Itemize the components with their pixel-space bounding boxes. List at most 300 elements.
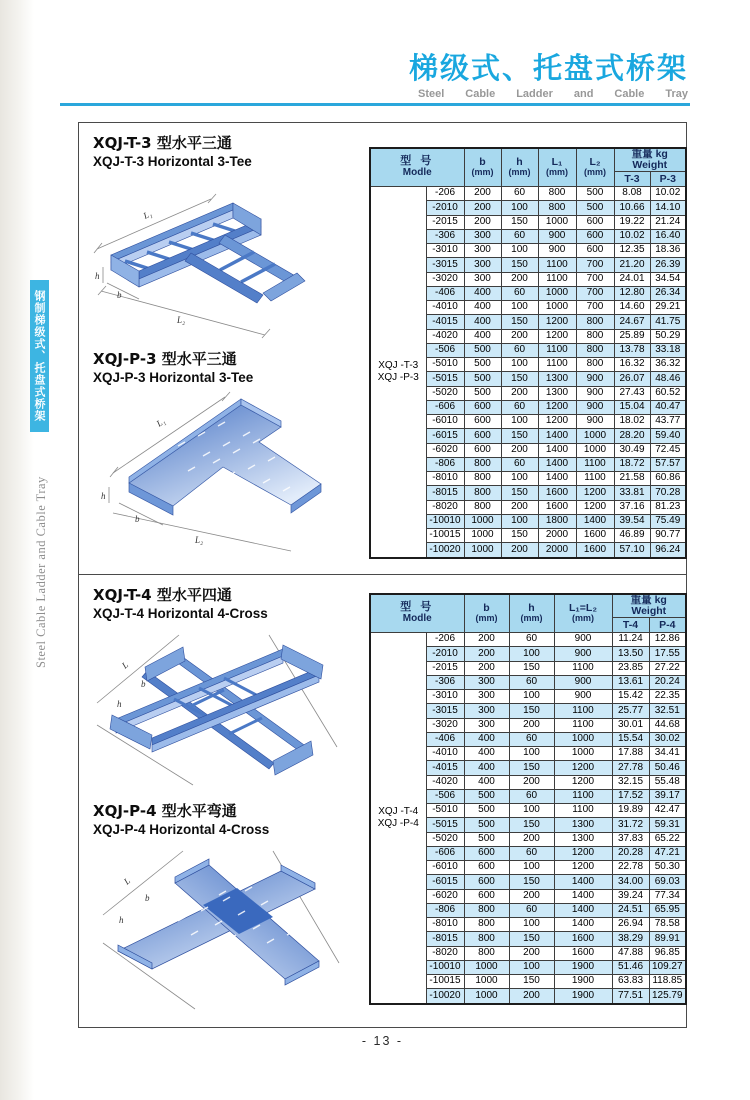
value-cell: 1100 <box>554 661 612 675</box>
value-cell: 60 <box>509 903 554 917</box>
value-cell: 65.95 <box>649 903 686 917</box>
model-header-en: Modle <box>402 167 432 179</box>
value-cell: 60 <box>509 633 554 647</box>
sidebar-tab-cn: 钢制梯级式、托盘式桥架 <box>30 280 49 432</box>
value-cell: 60 <box>509 789 554 803</box>
value-cell: 400 <box>464 775 509 789</box>
value-cell: 77.34 <box>649 889 686 903</box>
value-cell: 800 <box>576 329 614 343</box>
value-cell: 300 <box>464 690 509 704</box>
dim-label-l1: L₁ <box>154 415 167 429</box>
value-cell: 15.42 <box>612 690 649 704</box>
value-cell: 29.21 <box>650 301 686 315</box>
value-cell: 89.91 <box>649 932 686 946</box>
value-cell: 44.68 <box>649 718 686 732</box>
value-cell: 1000 <box>464 975 509 989</box>
value-cell: 100 <box>509 690 554 704</box>
value-cell: 40.47 <box>650 400 686 414</box>
model-suffix-cell: -6020 <box>426 889 464 903</box>
value-cell: 39.24 <box>612 889 649 903</box>
value-cell: 90.77 <box>650 529 686 543</box>
column-label: L₁=L₂ <box>569 602 597 615</box>
model-suffix-cell: -10020 <box>426 989 464 1004</box>
value-cell: 51.46 <box>612 960 649 974</box>
value-cell: 1100 <box>538 343 576 357</box>
value-cell: 26.07 <box>614 372 650 386</box>
value-cell: 1800 <box>538 514 576 528</box>
model-suffix-cell: -3020 <box>426 718 464 732</box>
model-suffix-cell: -6015 <box>426 875 464 889</box>
value-cell: 400 <box>464 732 509 746</box>
value-cell: 150 <box>501 372 538 386</box>
value-cell: 200 <box>509 889 554 903</box>
spec-table-container-4cross <box>369 593 687 1005</box>
value-cell: 1200 <box>554 761 612 775</box>
column-label: h <box>528 602 535 615</box>
value-cell: 500 <box>576 187 614 201</box>
value-cell: 1000 <box>538 301 576 315</box>
value-cell: 300 <box>464 704 509 718</box>
model-suffix-cell: -6010 <box>426 415 464 429</box>
value-cell: 1000 <box>554 732 612 746</box>
value-cell: 13.61 <box>612 675 649 689</box>
value-cell: 900 <box>576 400 614 414</box>
value-cell: 1100 <box>538 258 576 272</box>
value-cell: 10.02 <box>650 187 686 201</box>
model-suffix-cell: -4010 <box>426 301 464 315</box>
column-label: b <box>479 156 486 169</box>
table-row <box>370 633 686 647</box>
value-cell: 10.66 <box>614 201 650 215</box>
value-cell: 1300 <box>554 832 612 846</box>
value-cell: 33.18 <box>650 343 686 357</box>
value-cell: 72.45 <box>650 443 686 457</box>
value-cell: 17.52 <box>612 789 649 803</box>
value-cell: 900 <box>576 372 614 386</box>
value-cell: 22.78 <box>612 861 649 875</box>
value-cell: 1900 <box>554 975 612 989</box>
value-cell: 200 <box>501 272 538 286</box>
value-cell: 900 <box>538 244 576 258</box>
ladder-cross-drawing <box>110 645 323 775</box>
weight-subcolumn: P-4 <box>649 618 686 633</box>
value-cell: 200 <box>464 661 509 675</box>
value-cell: 37.16 <box>614 500 650 514</box>
value-cell: 200 <box>501 386 538 400</box>
ladder-tee-drawing <box>111 203 305 303</box>
value-cell: 400 <box>464 747 509 761</box>
value-cell: 500 <box>464 358 501 372</box>
sidebar-label-en: Steel Cable Ladder and Cable Tray <box>34 476 48 668</box>
value-cell: 1200 <box>554 846 612 860</box>
value-cell: 37.83 <box>612 832 649 846</box>
diagram-tray-4cross <box>83 843 353 1019</box>
value-cell: 57.10 <box>614 543 650 558</box>
model-suffix-cell: -10020 <box>426 543 464 558</box>
value-cell: 50.29 <box>650 329 686 343</box>
value-cell: 12.35 <box>614 244 650 258</box>
value-cell: 15.54 <box>612 732 649 746</box>
value-cell: 150 <box>501 315 538 329</box>
model-suffix-cell: -2015 <box>426 661 464 675</box>
value-cell: 12.86 <box>649 633 686 647</box>
model-suffix-cell: -2015 <box>426 215 464 229</box>
value-cell: 1100 <box>538 272 576 286</box>
dim-label-l: L <box>121 875 133 887</box>
value-cell: 1400 <box>554 918 612 932</box>
value-cell: 96.24 <box>650 543 686 558</box>
column-header <box>554 594 612 633</box>
model-suffix-cell: -6010 <box>426 861 464 875</box>
dim-label-h: h <box>101 491 106 501</box>
model-suffix-cell: -6015 <box>426 429 464 443</box>
model-header-cn: 型 号 <box>400 155 435 168</box>
value-cell: 200 <box>464 633 509 647</box>
value-cell: 118.85 <box>649 975 686 989</box>
value-cell: 24.01 <box>614 272 650 286</box>
value-cell: 70.28 <box>650 486 686 500</box>
value-cell: 900 <box>554 690 612 704</box>
column-unit: (mm) <box>584 167 606 178</box>
value-cell: 1200 <box>538 415 576 429</box>
model-suffix-cell: -5010 <box>426 804 464 818</box>
value-cell: 1100 <box>576 472 614 486</box>
value-cell: 500 <box>464 804 509 818</box>
tray-tee-drawing <box>129 399 321 515</box>
value-cell: 200 <box>501 543 538 558</box>
value-cell: 800 <box>538 201 576 215</box>
model-name: XQJ -T-3 <box>378 359 419 371</box>
model-suffix-cell: -5020 <box>426 386 464 400</box>
value-cell: 1600 <box>538 500 576 514</box>
value-cell: 1900 <box>554 960 612 974</box>
value-cell: 46.89 <box>614 529 650 543</box>
value-cell: 1000 <box>576 429 614 443</box>
value-cell: 400 <box>464 301 501 315</box>
value-cell: 600 <box>464 875 509 889</box>
spec-table <box>369 147 687 559</box>
value-cell: 21.58 <box>614 472 650 486</box>
model-suffix-cell: -2010 <box>426 647 464 661</box>
value-cell: 800 <box>464 918 509 932</box>
model-suffix-cell: -806 <box>426 903 464 917</box>
model-suffix-cell: -206 <box>426 187 464 201</box>
value-cell: 100 <box>501 244 538 258</box>
value-cell: 41.75 <box>650 315 686 329</box>
value-cell: 800 <box>464 946 509 960</box>
value-cell: 800 <box>464 500 501 514</box>
diagram-tray-3tee <box>83 391 353 567</box>
value-cell: 100 <box>509 960 554 974</box>
value-cell: 16.32 <box>614 358 650 372</box>
value-cell: 26.94 <box>612 918 649 932</box>
value-cell: 1400 <box>538 429 576 443</box>
value-cell: 200 <box>501 500 538 514</box>
value-cell: 200 <box>501 329 538 343</box>
value-cell: 150 <box>509 661 554 675</box>
value-cell: 100 <box>509 747 554 761</box>
value-cell: 31.72 <box>612 818 649 832</box>
diagram-ladder-4cross <box>83 629 353 793</box>
weight-subcolumn: T-4 <box>612 618 649 633</box>
value-cell: 28.20 <box>614 429 650 443</box>
value-cell: 200 <box>509 775 554 789</box>
model-suffix-cell: -4010 <box>426 747 464 761</box>
product-title-cn: XQJ-P-3 型水平三通 <box>93 350 237 368</box>
value-cell: 1000 <box>464 529 501 543</box>
column-header <box>538 148 576 187</box>
model-suffix-cell: -5015 <box>426 372 464 386</box>
value-cell: 39.17 <box>649 789 686 803</box>
value-cell: 18.36 <box>650 244 686 258</box>
value-cell: 60 <box>509 675 554 689</box>
value-cell: 33.81 <box>614 486 650 500</box>
dim-label-l2: L₂ <box>195 535 204 545</box>
product-title-en: XQJ-P-4 Horizontal 4-Cross <box>93 822 270 838</box>
spec-table-container-3tee <box>369 147 687 559</box>
column-header <box>576 148 614 187</box>
value-cell: 600 <box>464 861 509 875</box>
value-cell: 1200 <box>538 400 576 414</box>
value-cell: 1400 <box>538 457 576 471</box>
subtitle-word: Tray <box>665 88 688 100</box>
model-name: XQJ -P-3 <box>377 372 419 384</box>
model-header <box>370 594 464 633</box>
product-title-en: XQJ-T-4 Horizontal 4-Cross <box>93 606 268 622</box>
value-cell: 600 <box>576 215 614 229</box>
value-cell: 47.88 <box>612 946 649 960</box>
value-cell: 1600 <box>538 486 576 500</box>
value-cell: 2000 <box>538 529 576 543</box>
value-cell: 800 <box>464 486 501 500</box>
model-name: XQJ -P-4 <box>377 818 419 830</box>
model-suffix-cell: -5010 <box>426 358 464 372</box>
value-cell: 63.83 <box>612 975 649 989</box>
value-cell: 200 <box>501 443 538 457</box>
value-cell: 150 <box>501 529 538 543</box>
value-cell: 150 <box>509 975 554 989</box>
model-suffix-cell: -606 <box>426 846 464 860</box>
value-cell: 150 <box>509 704 554 718</box>
value-cell: 20.24 <box>649 675 686 689</box>
value-cell: 400 <box>464 329 501 343</box>
dim-label-b: b <box>117 290 122 300</box>
value-cell: 100 <box>501 201 538 215</box>
value-cell: 30.02 <box>649 732 686 746</box>
value-cell: 1200 <box>576 486 614 500</box>
subtitle-word: and <box>573 88 594 100</box>
tray-cross-drawing <box>118 859 319 985</box>
subtitle-word: Cable <box>465 88 496 100</box>
value-cell: 125.79 <box>649 989 686 1004</box>
page-number: - 13 - <box>361 1034 404 1048</box>
value-cell: 59.40 <box>650 429 686 443</box>
column-header <box>464 148 501 187</box>
value-cell: 100 <box>501 301 538 315</box>
value-cell: 60 <box>509 732 554 746</box>
model-suffix-cell: -4020 <box>426 329 464 343</box>
value-cell: 59.31 <box>649 818 686 832</box>
value-cell: 500 <box>464 343 501 357</box>
value-cell: 1400 <box>576 514 614 528</box>
model-name-cell <box>370 633 426 1004</box>
value-cell: 700 <box>576 301 614 315</box>
value-cell: 150 <box>501 215 538 229</box>
value-cell: 1600 <box>554 932 612 946</box>
value-cell: 81.23 <box>650 500 686 514</box>
value-cell: 60 <box>501 286 538 300</box>
value-cell: 1200 <box>538 329 576 343</box>
value-cell: 500 <box>576 201 614 215</box>
value-cell: 1100 <box>538 358 576 372</box>
value-cell: 100 <box>509 804 554 818</box>
value-cell: 26.34 <box>650 286 686 300</box>
weight-header: 重量 kg Weight <box>612 594 686 618</box>
value-cell: 700 <box>576 258 614 272</box>
value-cell: 22.35 <box>649 690 686 704</box>
value-cell: 1900 <box>554 989 612 1004</box>
column-label: h <box>516 156 523 169</box>
value-cell: 600 <box>464 846 509 860</box>
model-suffix-cell: -306 <box>426 229 464 243</box>
page-title: 梯级式、托盘式桥架 <box>408 51 688 85</box>
value-cell: 60.86 <box>650 472 686 486</box>
model-header-en: Modle <box>402 613 432 625</box>
value-cell: 1200 <box>576 500 614 514</box>
value-cell: 100 <box>501 472 538 486</box>
model-suffix-cell: -5015 <box>426 818 464 832</box>
value-cell: 1000 <box>464 989 509 1004</box>
value-cell: 24.51 <box>612 903 649 917</box>
value-cell: 18.02 <box>614 415 650 429</box>
value-cell: 1000 <box>554 747 612 761</box>
model-suffix-cell: -3010 <box>426 690 464 704</box>
model-suffix-cell: -10010 <box>426 960 464 974</box>
value-cell: 1400 <box>554 903 612 917</box>
product-title-en: XQJ-T-3 Horizontal 3-Tee <box>93 154 252 170</box>
product-title-en: XQJ-P-3 Horizontal 3-Tee <box>93 370 254 386</box>
model-suffix-cell: -3010 <box>426 244 464 258</box>
subtitle-word: Cable <box>614 88 645 100</box>
value-cell: 17.55 <box>649 647 686 661</box>
value-cell: 200 <box>509 989 554 1004</box>
section-horizontal-3tee <box>79 123 686 574</box>
value-cell: 60 <box>501 343 538 357</box>
value-cell: 57.57 <box>650 457 686 471</box>
dim-label-b: b <box>145 893 150 903</box>
value-cell: 800 <box>576 315 614 329</box>
value-cell: 300 <box>464 718 509 732</box>
value-cell: 75.49 <box>650 514 686 528</box>
model-suffix-cell: -4015 <box>426 315 464 329</box>
value-cell: 1100 <box>554 704 612 718</box>
value-cell: 1000 <box>464 960 509 974</box>
value-cell: 1200 <box>554 775 612 789</box>
value-cell: 100 <box>501 358 538 372</box>
value-cell: 34.00 <box>612 875 649 889</box>
value-cell: 600 <box>576 244 614 258</box>
value-cell: 1400 <box>538 472 576 486</box>
value-cell: 800 <box>464 457 501 471</box>
model-name-cell <box>370 187 426 558</box>
value-cell: 34.41 <box>649 747 686 761</box>
value-cell: 25.89 <box>614 329 650 343</box>
value-cell: 1600 <box>554 946 612 960</box>
model-suffix-cell: -8015 <box>426 486 464 500</box>
model-suffix-cell: -406 <box>426 286 464 300</box>
model-suffix-cell: -3015 <box>426 258 464 272</box>
model-header-cn: 型 号 <box>400 601 435 614</box>
model-suffix-cell: -2010 <box>426 201 464 215</box>
value-cell: 16.40 <box>650 229 686 243</box>
value-cell: 96.85 <box>649 946 686 960</box>
model-suffix-cell: -10010 <box>426 514 464 528</box>
value-cell: 1000 <box>464 514 501 528</box>
value-cell: 13.78 <box>614 343 650 357</box>
value-cell: 60.52 <box>650 386 686 400</box>
column-header <box>464 594 509 633</box>
weight-subcolumn: T-3 <box>614 172 650 187</box>
column-unit: (mm) <box>475 613 498 624</box>
dim-label-b: b <box>141 679 146 689</box>
dim-label-l: L <box>119 659 131 671</box>
value-cell: 1400 <box>554 889 612 903</box>
value-cell: 300 <box>464 244 501 258</box>
value-cell: 600 <box>464 415 501 429</box>
value-cell: 8.08 <box>614 187 650 201</box>
value-cell: 800 <box>576 358 614 372</box>
value-cell: 800 <box>464 472 501 486</box>
column-label: L₂ <box>589 156 601 169</box>
value-cell: 21.24 <box>650 215 686 229</box>
subtitle-word: Steel <box>418 88 445 100</box>
value-cell: 1400 <box>554 875 612 889</box>
value-cell: 2000 <box>538 543 576 558</box>
value-cell: 300 <box>464 258 501 272</box>
value-cell: 69.03 <box>649 875 686 889</box>
value-cell: 30.49 <box>614 443 650 457</box>
value-cell: 500 <box>464 372 501 386</box>
value-cell: 150 <box>501 486 538 500</box>
product-title-cn: XQJ-P-4 型水平弯通 <box>93 802 237 820</box>
value-cell: 100 <box>509 647 554 661</box>
spec-table <box>369 593 687 1005</box>
value-cell: 200 <box>509 718 554 732</box>
value-cell: 1100 <box>576 457 614 471</box>
value-cell: 100 <box>509 861 554 875</box>
value-cell: 800 <box>464 903 509 917</box>
value-cell: 600 <box>464 429 501 443</box>
model-suffix-cell: -506 <box>426 343 464 357</box>
value-cell: 500 <box>464 832 509 846</box>
value-cell: 900 <box>576 415 614 429</box>
value-cell: 14.60 <box>614 301 650 315</box>
value-cell: 60 <box>501 187 538 201</box>
product-title-xqj-p-4 <box>93 801 269 839</box>
model-suffix-cell: -3015 <box>426 704 464 718</box>
subtitle-word: Ladder <box>516 88 553 100</box>
value-cell: 55.48 <box>649 775 686 789</box>
value-cell: 27.22 <box>649 661 686 675</box>
value-cell: 15.04 <box>614 400 650 414</box>
column-unit: (mm) <box>471 167 494 178</box>
product-title-xqj-p-3 <box>93 349 253 387</box>
column-label: L₁ <box>551 156 563 169</box>
weight-header: 重量 kg Weight <box>614 148 686 172</box>
value-cell: 900 <box>538 229 576 243</box>
model-header <box>370 148 464 187</box>
model-suffix-cell: -10015 <box>426 529 464 543</box>
